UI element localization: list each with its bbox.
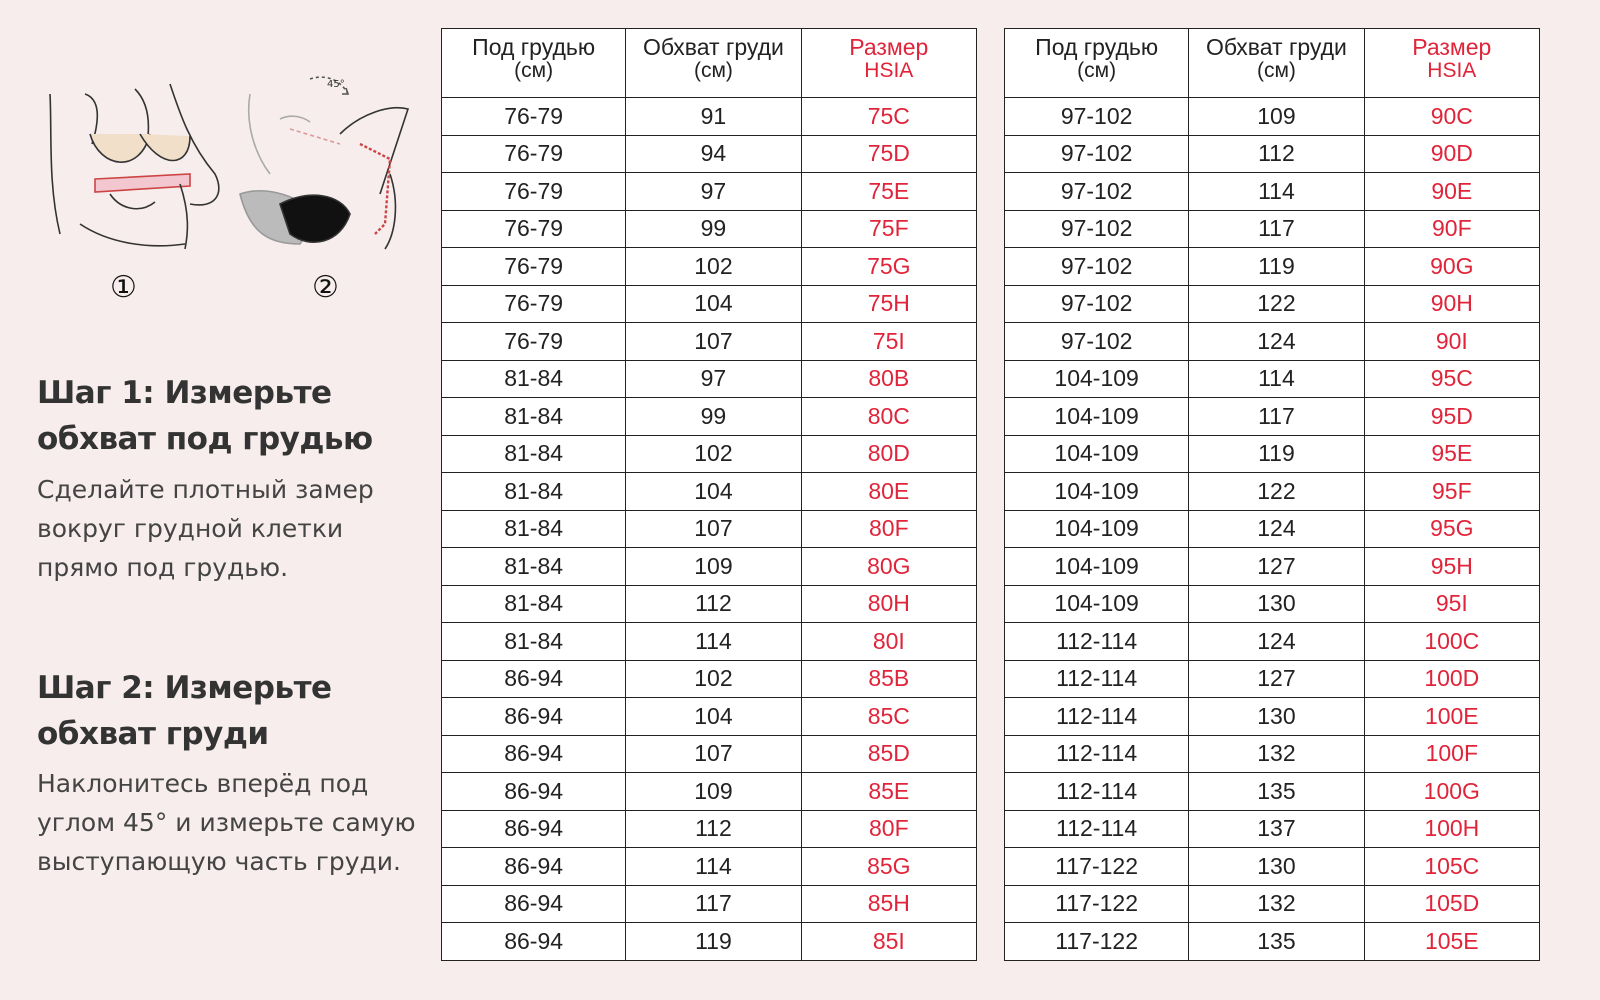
table-row — [442, 210, 977, 248]
cell-size: 90E — [1364, 173, 1539, 211]
instructions-panel — [0, 0, 440, 1000]
cell-bust: 109 — [626, 548, 801, 586]
cell-bust: 130 — [1189, 848, 1364, 886]
cell-under-bust: 112-114 — [1005, 623, 1189, 661]
angle-label: 45° — [327, 79, 345, 90]
cell-bust: 137 — [1189, 810, 1364, 848]
cell-bust: 91 — [626, 98, 801, 136]
table-row — [442, 173, 977, 211]
cell-under-bust: 81-84 — [442, 435, 626, 473]
cell-size: 85H — [801, 885, 976, 923]
cell-size: 80F — [801, 510, 976, 548]
table-row — [1005, 848, 1540, 886]
cell-bust: 112 — [1189, 135, 1364, 173]
cell-bust: 124 — [1189, 623, 1364, 661]
cell-bust: 112 — [626, 810, 801, 848]
cell-under-bust: 76-79 — [442, 135, 626, 173]
cell-bust: 130 — [1189, 698, 1364, 736]
cell-size: 80B — [801, 360, 976, 398]
table-row — [442, 548, 977, 586]
cell-size: 95I — [1364, 585, 1539, 623]
cell-under-bust: 112-114 — [1005, 810, 1189, 848]
table-row — [442, 585, 977, 623]
cell-bust: 99 — [626, 210, 801, 248]
cell-size: 95H — [1364, 548, 1539, 586]
cell-size: 100D — [1364, 660, 1539, 698]
cell-bust: 135 — [1189, 923, 1364, 961]
table-row — [1005, 810, 1540, 848]
cell-bust: 104 — [626, 698, 801, 736]
table-row — [1005, 135, 1540, 173]
table-row — [1005, 248, 1540, 286]
table-row — [442, 773, 977, 811]
table-row — [1005, 623, 1540, 661]
table-row — [1005, 398, 1540, 436]
table-row — [1005, 735, 1540, 773]
cell-size: 80H — [801, 585, 976, 623]
cell-bust: 114 — [1189, 173, 1364, 211]
cell-size: 80I — [801, 623, 976, 661]
size-table-right — [1004, 28, 1540, 961]
table-row — [442, 248, 977, 286]
cell-under-bust: 86-94 — [442, 698, 626, 736]
cell-under-bust: 112-114 — [1005, 735, 1189, 773]
table-row — [442, 923, 977, 961]
table-row — [1005, 98, 1540, 136]
cell-size: 95C — [1364, 360, 1539, 398]
step2-marker: ② — [312, 270, 339, 305]
cell-under-bust: 81-84 — [442, 473, 626, 511]
table-row — [1005, 660, 1540, 698]
cell-under-bust: 112-114 — [1005, 773, 1189, 811]
cell-size: 95D — [1364, 398, 1539, 436]
cell-size: 75E — [801, 173, 976, 211]
step1-title: Шаг 1: Измерьте обхват под грудью — [37, 375, 373, 457]
cell-bust: 97 — [626, 360, 801, 398]
table-row — [442, 360, 977, 398]
cell-bust: 122 — [1189, 473, 1364, 511]
cell-under-bust: 112-114 — [1005, 698, 1189, 736]
table-row — [442, 735, 977, 773]
table-row — [442, 135, 977, 173]
cell-size: 90D — [1364, 135, 1539, 173]
cell-under-bust: 117-122 — [1005, 885, 1189, 923]
cell-size: 90F — [1364, 210, 1539, 248]
table-row — [442, 885, 977, 923]
cell-size: 85E — [801, 773, 976, 811]
header-bust: Обхват груди (см) — [1189, 29, 1364, 98]
table-row — [442, 435, 977, 473]
cell-under-bust: 104-109 — [1005, 473, 1189, 511]
cell-under-bust: 86-94 — [442, 735, 626, 773]
cell-bust: 107 — [626, 323, 801, 361]
cell-bust: 107 — [626, 510, 801, 548]
step1-text: Сделайте плотный замер вокруг грудной клетки прямо под грудью. — [37, 475, 374, 582]
table-row — [442, 285, 977, 323]
table-row — [1005, 435, 1540, 473]
table-row — [1005, 698, 1540, 736]
cell-under-bust: 112-114 — [1005, 660, 1189, 698]
cell-bust: 119 — [1189, 435, 1364, 473]
cell-under-bust: 117-122 — [1005, 923, 1189, 961]
cell-size: 80E — [801, 473, 976, 511]
cell-size: 100F — [1364, 735, 1539, 773]
table-row — [1005, 773, 1540, 811]
cell-bust: 97 — [626, 173, 801, 211]
cell-size: 80F — [801, 810, 976, 848]
table-row — [442, 398, 977, 436]
table-row — [1005, 173, 1540, 211]
cell-size: 90I — [1364, 323, 1539, 361]
table-row — [1005, 285, 1540, 323]
cell-bust: 119 — [626, 923, 801, 961]
cell-size: 105E — [1364, 923, 1539, 961]
cell-size: 100G — [1364, 773, 1539, 811]
table-row — [1005, 473, 1540, 511]
cell-under-bust: 104-109 — [1005, 585, 1189, 623]
step1-marker: ① — [110, 270, 137, 305]
cell-under-bust: 86-94 — [442, 923, 626, 961]
cell-bust: 135 — [1189, 773, 1364, 811]
cell-under-bust: 97-102 — [1005, 210, 1189, 248]
cell-size: 85B — [801, 660, 976, 698]
table-row — [442, 660, 977, 698]
cell-under-bust: 104-109 — [1005, 360, 1189, 398]
cell-bust: 94 — [626, 135, 801, 173]
cell-bust: 104 — [626, 285, 801, 323]
cell-under-bust: 76-79 — [442, 173, 626, 211]
cell-bust: 124 — [1189, 323, 1364, 361]
size-table-left — [441, 28, 977, 961]
cell-bust: 104 — [626, 473, 801, 511]
cell-bust: 117 — [626, 885, 801, 923]
cell-size: 75C — [801, 98, 976, 136]
cell-size: 95G — [1364, 510, 1539, 548]
step2-text: Наклонитесь вперёд под углом 45° и измерьте самую выступающую часть груди. — [37, 769, 416, 876]
table-row — [1005, 585, 1540, 623]
header-under-bust: Под грудью (см) — [442, 29, 626, 98]
cell-size: 105C — [1364, 848, 1539, 886]
cell-bust: 109 — [1189, 98, 1364, 136]
cell-bust: 114 — [626, 848, 801, 886]
table-row — [1005, 548, 1540, 586]
table-row — [442, 98, 977, 136]
cell-size: 90C — [1364, 98, 1539, 136]
table-row — [442, 810, 977, 848]
header-bust: Обхват груди (см) — [626, 29, 801, 98]
cell-size: 80C — [801, 398, 976, 436]
cell-bust: 122 — [1189, 285, 1364, 323]
cell-bust: 102 — [626, 660, 801, 698]
table-row — [442, 510, 977, 548]
figure-bust-icon — [240, 77, 408, 249]
table-row — [1005, 323, 1540, 361]
cell-bust: 114 — [626, 623, 801, 661]
table-row — [442, 323, 977, 361]
table-row — [1005, 210, 1540, 248]
table-header-row — [1005, 29, 1540, 98]
cell-bust: 130 — [1189, 585, 1364, 623]
cell-under-bust: 86-94 — [442, 810, 626, 848]
cell-under-bust: 81-84 — [442, 510, 626, 548]
cell-size: 75D — [801, 135, 976, 173]
cell-size: 85G — [801, 848, 976, 886]
cell-under-bust: 97-102 — [1005, 173, 1189, 211]
cell-bust: 127 — [1189, 548, 1364, 586]
cell-size: 75I — [801, 323, 976, 361]
cell-size: 75G — [801, 248, 976, 286]
cell-under-bust: 76-79 — [442, 323, 626, 361]
cell-bust: 117 — [1189, 210, 1364, 248]
cell-under-bust: 117-122 — [1005, 848, 1189, 886]
cell-bust: 99 — [626, 398, 801, 436]
cell-bust: 107 — [626, 735, 801, 773]
cell-under-bust: 81-84 — [442, 623, 626, 661]
table-row — [1005, 510, 1540, 548]
cell-bust: 117 — [1189, 398, 1364, 436]
cell-under-bust: 76-79 — [442, 285, 626, 323]
cell-bust: 114 — [1189, 360, 1364, 398]
cell-size: 100C — [1364, 623, 1539, 661]
cell-bust: 102 — [626, 248, 801, 286]
cell-under-bust: 104-109 — [1005, 510, 1189, 548]
cell-size: 100H — [1364, 810, 1539, 848]
cell-under-bust: 81-84 — [442, 398, 626, 436]
cell-size: 90G — [1364, 248, 1539, 286]
cell-under-bust: 97-102 — [1005, 323, 1189, 361]
cell-under-bust: 76-79 — [442, 98, 626, 136]
cell-size: 85D — [801, 735, 976, 773]
cell-size: 85I — [801, 923, 976, 961]
cell-under-bust: 86-94 — [442, 660, 626, 698]
header-size: Размер HSIA — [801, 29, 976, 98]
cell-under-bust: 104-109 — [1005, 398, 1189, 436]
cell-under-bust: 97-102 — [1005, 98, 1189, 136]
table-row — [442, 848, 977, 886]
header-size: Размер HSIA — [1364, 29, 1539, 98]
cell-bust: 127 — [1189, 660, 1364, 698]
cell-bust: 102 — [626, 435, 801, 473]
cell-bust: 124 — [1189, 510, 1364, 548]
table-header-row — [442, 29, 977, 98]
cell-size: 100E — [1364, 698, 1539, 736]
cell-size: 75F — [801, 210, 976, 248]
step2-title: Шаг 2: Измерьте обхват груди — [37, 670, 332, 752]
cell-size: 75H — [801, 285, 976, 323]
cell-under-bust: 97-102 — [1005, 248, 1189, 286]
cell-bust: 112 — [626, 585, 801, 623]
cell-under-bust: 104-109 — [1005, 548, 1189, 586]
cell-under-bust: 76-79 — [442, 210, 626, 248]
cell-size: 85C — [801, 698, 976, 736]
header-under-bust: Под грудью (см) — [1005, 29, 1189, 98]
cell-under-bust: 81-84 — [442, 548, 626, 586]
cell-bust: 132 — [1189, 885, 1364, 923]
cell-under-bust: 86-94 — [442, 773, 626, 811]
table-row — [442, 698, 977, 736]
cell-size: 95E — [1364, 435, 1539, 473]
cell-under-bust: 81-84 — [442, 360, 626, 398]
cell-bust: 132 — [1189, 735, 1364, 773]
table-row — [442, 623, 977, 661]
cell-under-bust: 97-102 — [1005, 285, 1189, 323]
cell-under-bust: 104-109 — [1005, 435, 1189, 473]
cell-under-bust: 97-102 — [1005, 135, 1189, 173]
table-row — [1005, 885, 1540, 923]
table-row — [442, 473, 977, 511]
cell-under-bust: 81-84 — [442, 585, 626, 623]
cell-under-bust: 86-94 — [442, 848, 626, 886]
table-row — [1005, 923, 1540, 961]
cell-size: 80G — [801, 548, 976, 586]
measuring-illustration — [40, 74, 430, 314]
cell-under-bust: 86-94 — [442, 885, 626, 923]
cell-under-bust: 76-79 — [442, 248, 626, 286]
cell-size: 95F — [1364, 473, 1539, 511]
cell-size: 90H — [1364, 285, 1539, 323]
cell-size: 80D — [801, 435, 976, 473]
cell-size: 105D — [1364, 885, 1539, 923]
table-row — [1005, 360, 1540, 398]
figure-under-bust-icon — [50, 84, 219, 249]
cell-bust: 119 — [1189, 248, 1364, 286]
cell-bust: 109 — [626, 773, 801, 811]
